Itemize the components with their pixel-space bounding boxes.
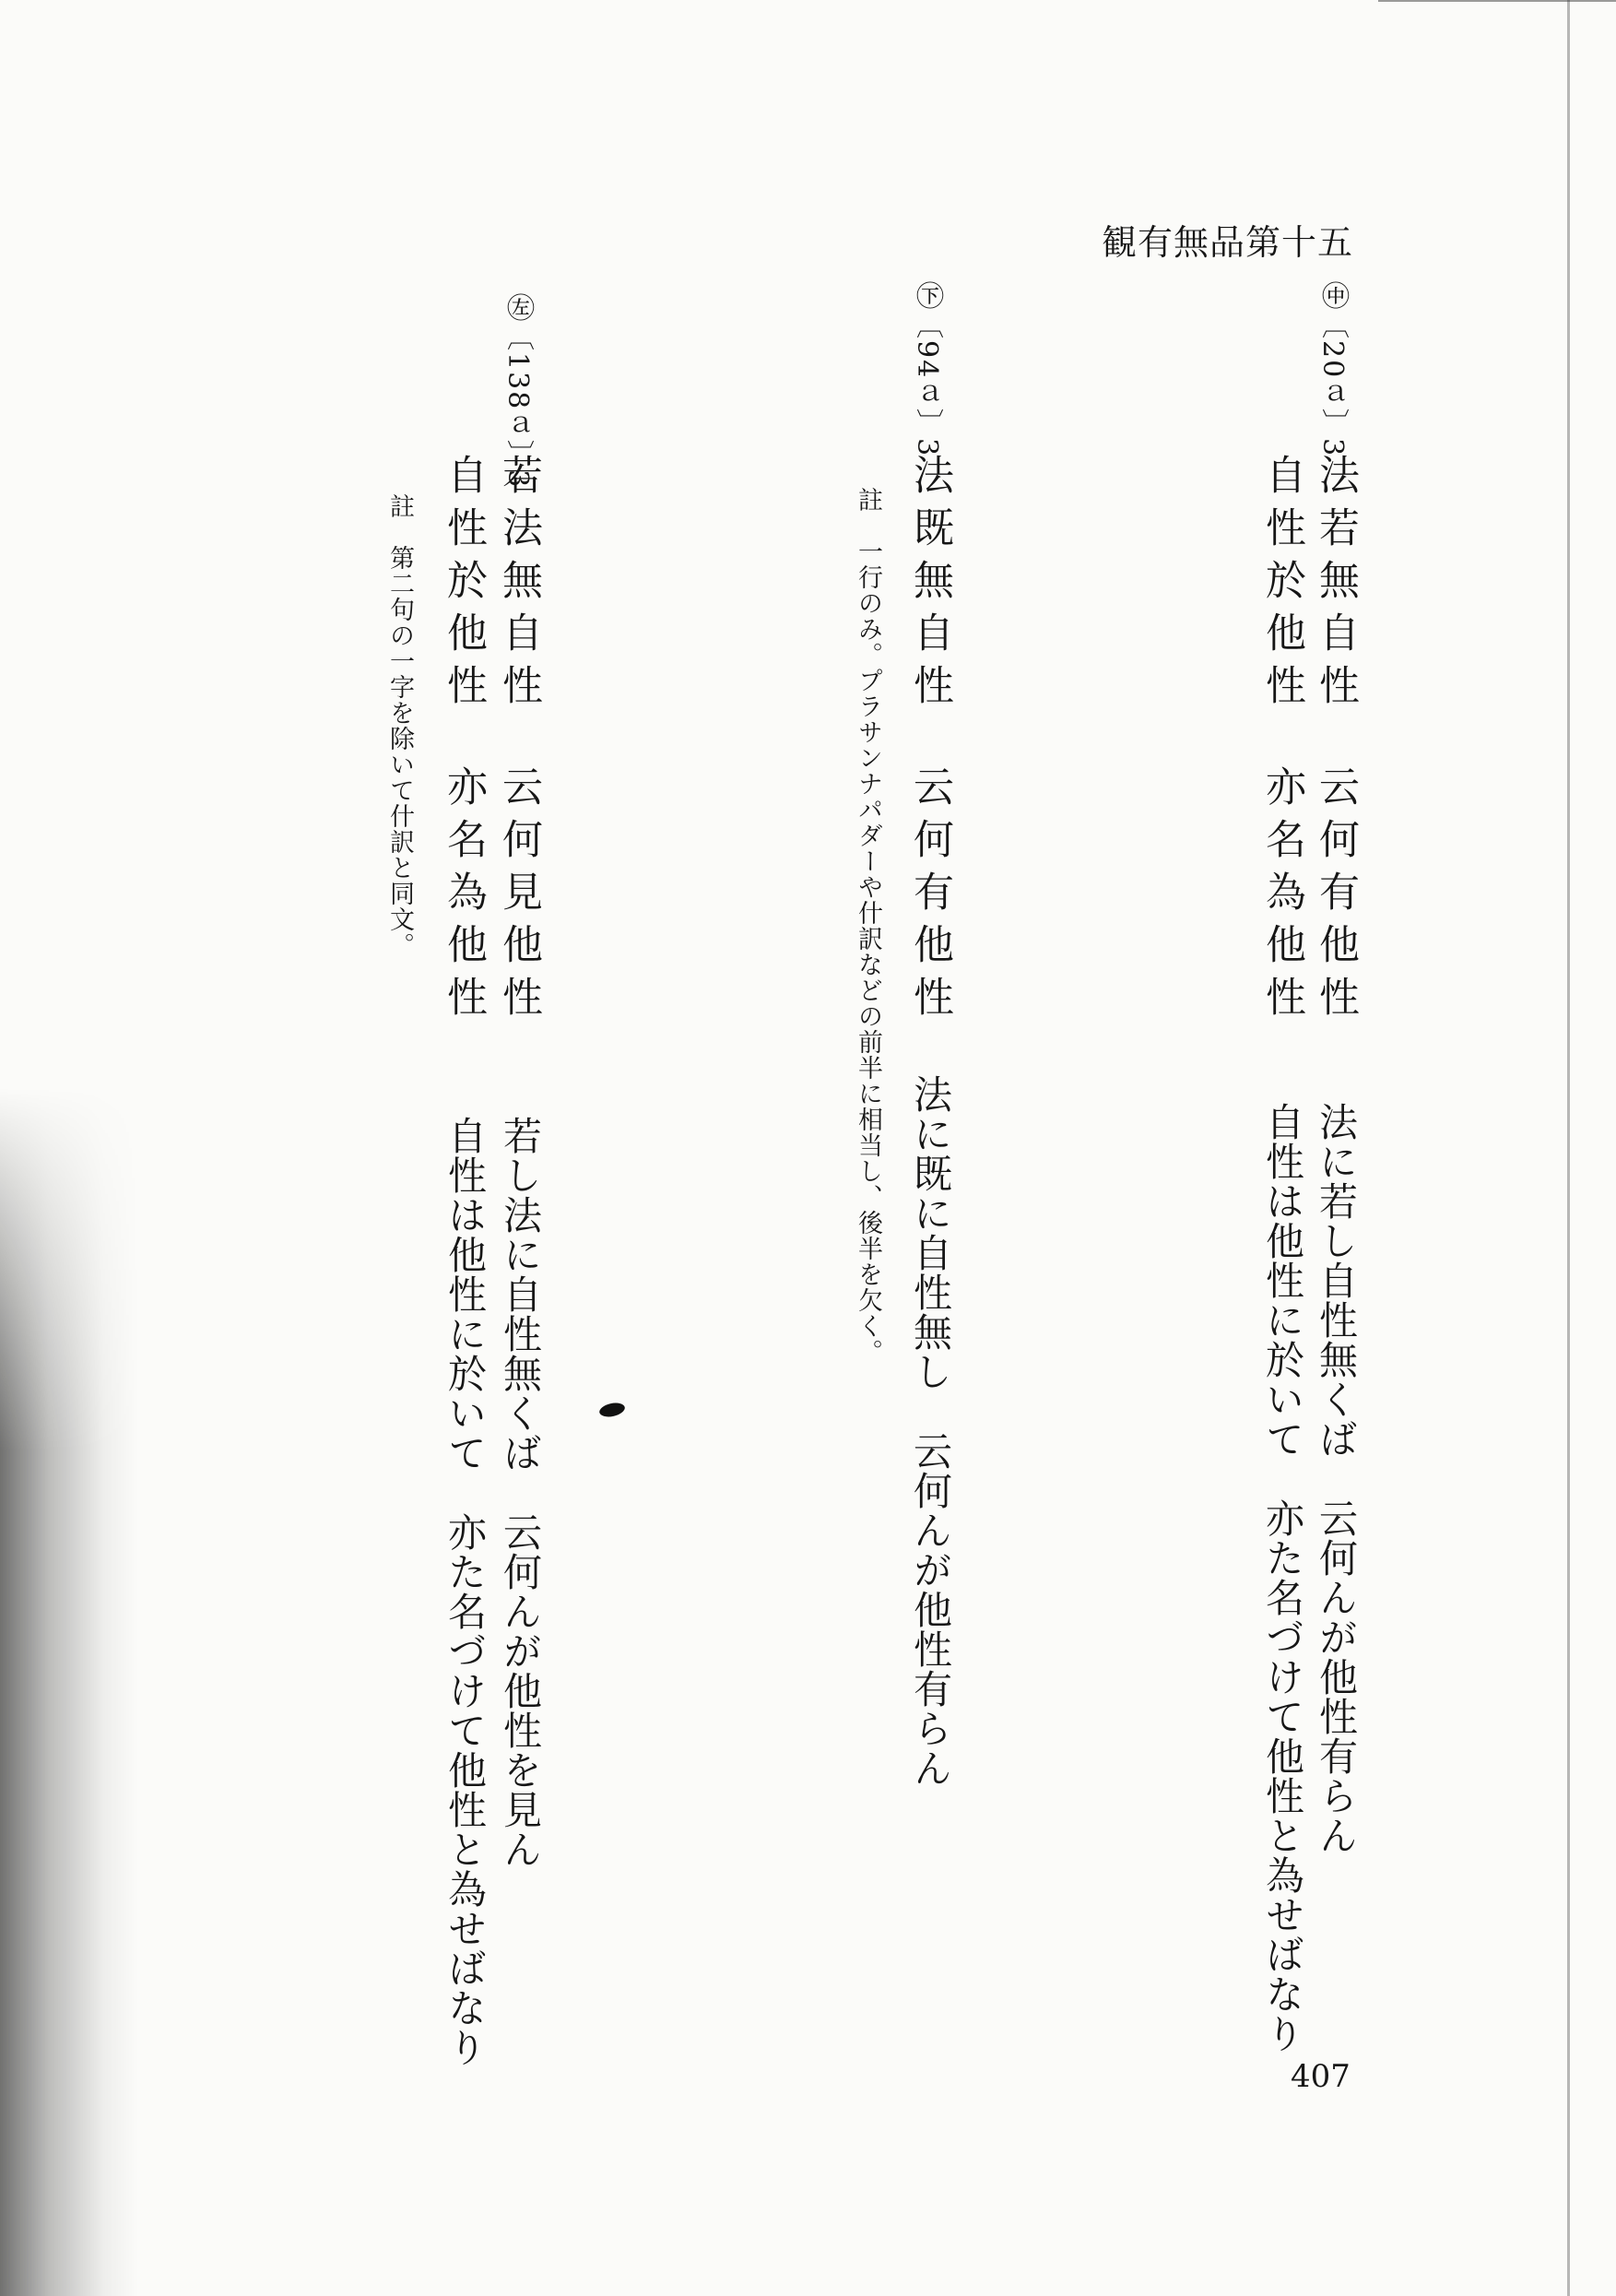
verse-line: 云何有他性	[1312, 765, 1359, 1028]
translation-line: 法に既に自性無し 云何んが他性有らん	[908, 1074, 953, 1788]
verse-line: 亦名為他性	[440, 765, 487, 1028]
translation-line: 若し法に自性無くば 云何んが他性を見ん	[498, 1116, 543, 1869]
verse-note: 註 一行のみ。プラサンナパダーや什訳などの前半に相当し、後半を欠く。	[854, 487, 882, 1365]
scan-top-edge-line	[1378, 0, 1616, 2]
verse-line: 若法無自性	[495, 454, 542, 716]
ink-blot	[598, 1401, 626, 1419]
translation-line: 自性は他性に於いて 亦た名づけて他性と為せばなり	[1260, 1102, 1305, 2053]
verse-note: 註 第二句の一字を除いて什訳と同文。	[385, 493, 414, 958]
verse-line: 自性於他性	[1258, 454, 1305, 716]
verse-line: 云何有他性	[906, 765, 953, 1028]
verse-line: 法若無自性	[1312, 454, 1359, 716]
verse-marker: ㊧〔138ａ〕3	[501, 293, 534, 490]
verse-marker: ㊥〔20ａ〕3	[1316, 281, 1349, 458]
translation-line: 自性は他性に於いて 亦た名づけて他性と為せばなり	[442, 1116, 488, 2067]
page-number: 407	[1291, 2058, 1351, 2095]
translation-line: 法に若し自性無くば 云何んが他性有らん	[1314, 1102, 1359, 1855]
scan-right-edge-line	[1567, 0, 1570, 2296]
verse-line: 法既無自性	[906, 454, 953, 716]
verse-marker: ㊦〔94ａ〕3	[911, 281, 943, 458]
scan-edge-shadow	[0, 1088, 138, 2296]
verse-line: 云何見他性	[495, 765, 542, 1028]
verse-line: 自性於他性	[440, 454, 487, 716]
running-header: 観有無品第十五	[1102, 222, 1354, 263]
verse-line: 亦名為他性	[1258, 765, 1305, 1028]
